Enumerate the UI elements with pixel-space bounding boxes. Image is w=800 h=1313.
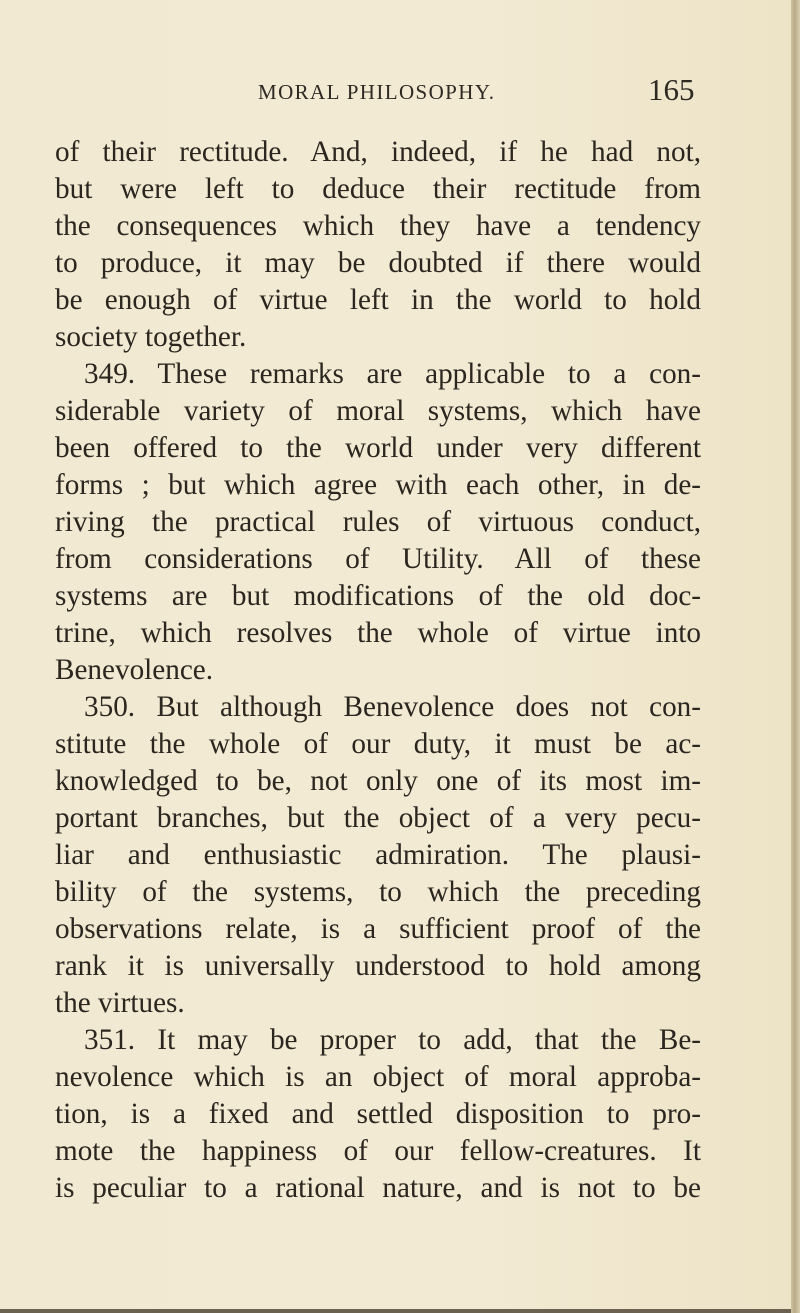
text-line: be enough of virtue left in the world to hold	[55, 284, 701, 316]
page-bottom-rule	[0, 1309, 792, 1313]
text-line: is peculiar to a rational nature, and is not to be	[55, 1172, 701, 1204]
text-line: been offered to the world under very different	[55, 432, 701, 464]
paragraph-351-start: 351. It may be proper to add, that the Be-	[84, 1024, 701, 1056]
text-line: bility of the systems, to which the preceding	[55, 876, 701, 908]
text-line: society together.	[55, 321, 247, 353]
text-line: trine, which resolves the whole of virtue into	[55, 617, 701, 649]
text-line: siderable variety of moral systems, which have	[55, 395, 701, 427]
text-line: observations relate, is a sufficient proof of the	[55, 913, 701, 945]
text-line: liar and enthusiastic admiration. The plausi-	[55, 839, 701, 871]
text-line: portant branches, but the object of a very pecu-	[55, 802, 701, 834]
text-line: Benevolence.	[55, 654, 214, 686]
page-number: 165	[648, 72, 695, 107]
text-line: knowledged to be, not only one of its most im-	[55, 765, 701, 797]
text-line: from considerations of Utility. All of these	[55, 543, 701, 575]
text-line: forms ; but which agree with each other, in de-	[55, 469, 701, 501]
text-line: the consequences which they have a tendency	[55, 210, 701, 242]
text-line: rank it is universally understood to hold among	[55, 950, 701, 982]
paragraph-349-start: 349. These remarks are applicable to a con-	[84, 358, 701, 390]
text-line: to produce, it may be doubted if there would	[55, 247, 701, 279]
text-line: nevolence which is an object of moral approba-	[55, 1061, 701, 1093]
running-head: MORAL PHILOSOPHY.	[258, 80, 496, 104]
paragraph-350-start: 350. But although Benevolence does not con-	[84, 691, 701, 723]
text-line: the virtues.	[55, 987, 185, 1019]
text-line: systems are but modifications of the old doc-	[55, 580, 701, 612]
text-line: tion, is a fixed and settled disposition to pro-	[55, 1098, 701, 1130]
text-line: riving the practical rules of virtuous conduct,	[55, 506, 701, 538]
text-line: stitute the whole of our duty, it must be ac-	[55, 728, 701, 760]
text-line: but were left to deduce their rectitude from	[55, 173, 701, 205]
body-text	[55, 134, 701, 1207]
page-edge	[791, 0, 800, 1313]
text-line: of their rectitude. And, indeed, if he had not,	[55, 136, 701, 168]
text-line: mote the happiness of our fellow-creatures. It	[55, 1135, 701, 1167]
